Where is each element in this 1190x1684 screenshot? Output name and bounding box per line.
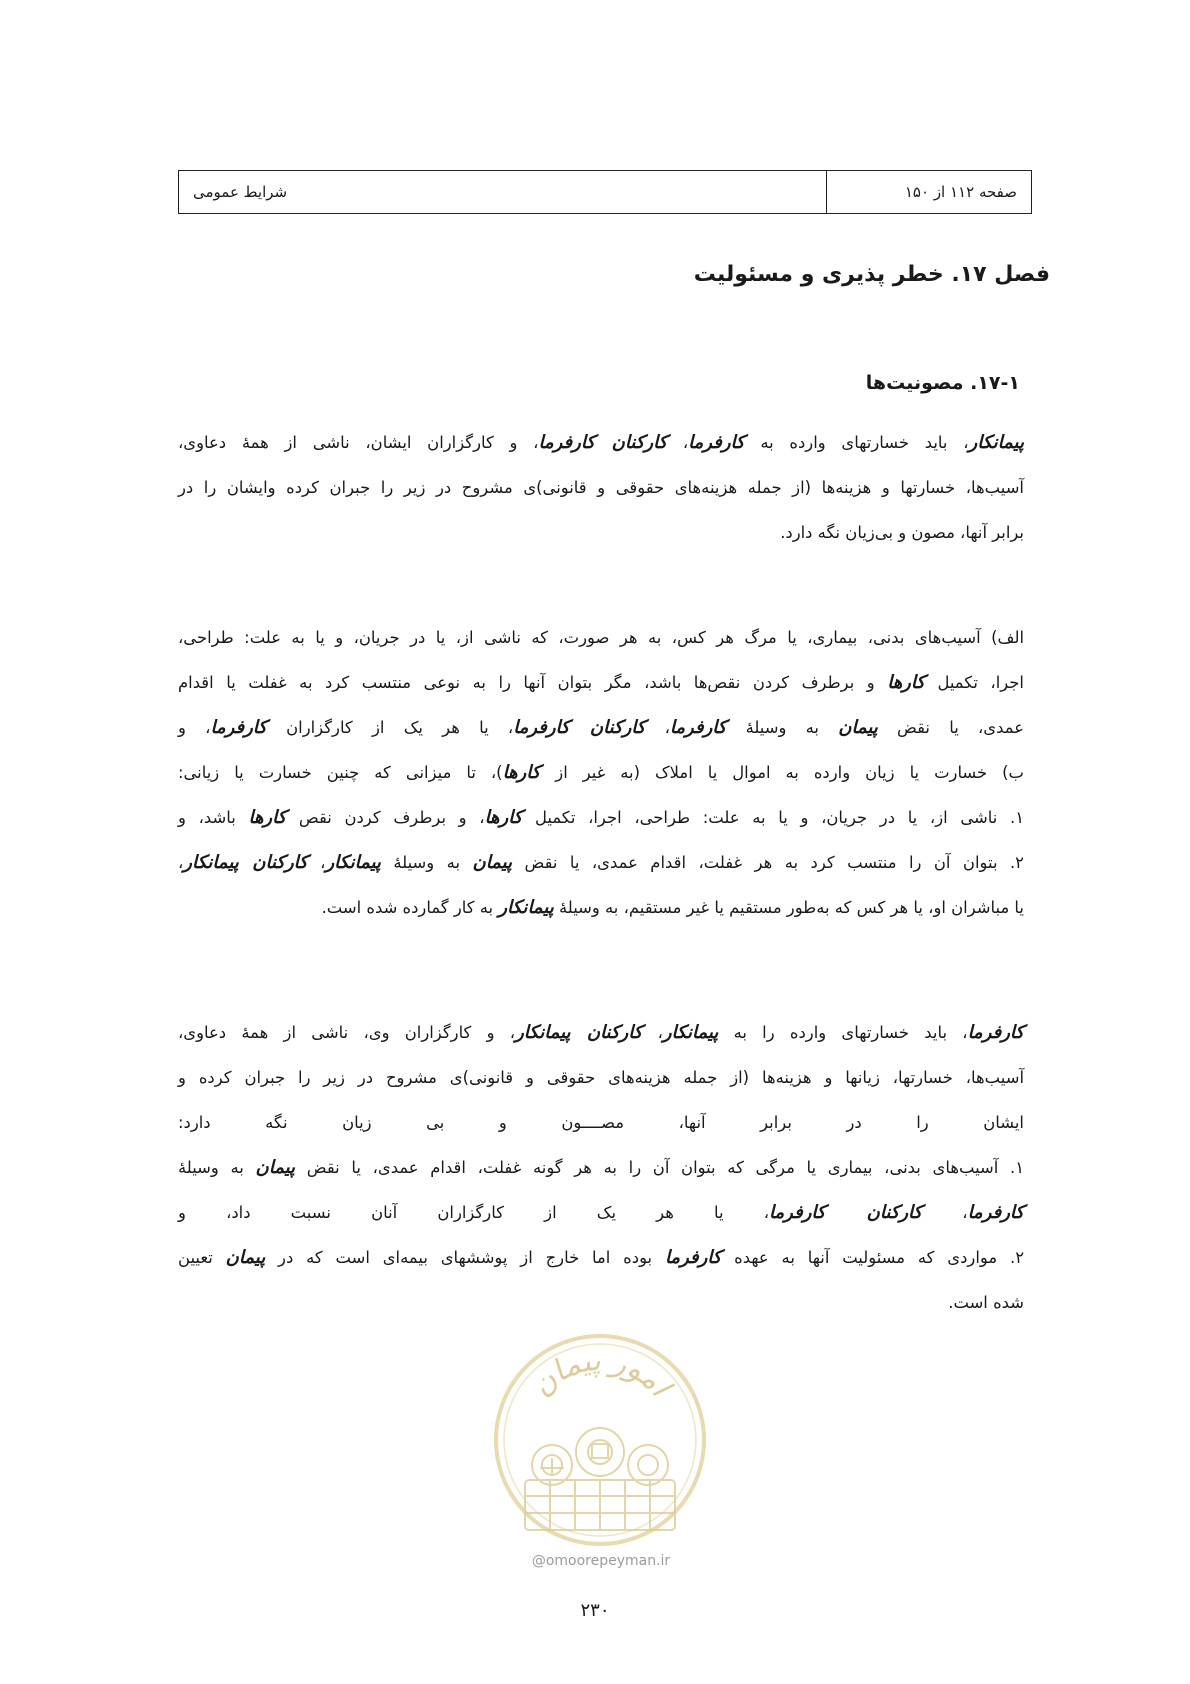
text-run: ۱. ناشی از، یا در جریان، و یا به علت: طراحی، اجرا، تکمیل — [522, 808, 1024, 827]
text-line — [178, 795, 1024, 840]
defined-term: پیمانکار — [325, 852, 381, 873]
text-line — [178, 750, 1024, 795]
page-number: ۲۳۰ — [580, 1600, 610, 1621]
defined-term: کارفرما — [688, 432, 745, 453]
text-run: ، — [667, 433, 689, 452]
text-run: به وسیلهٔ — [380, 853, 473, 872]
defined-term: پیمانکار — [662, 1022, 719, 1043]
defined-term: کارها — [484, 807, 523, 828]
text-run: ایشان را در برابر آنها، مصــــون و بی زیان نگه دارد: — [178, 1113, 1024, 1132]
text-run: و برطرف کردن نقص‌ها باشد، مگر بتوان آنها را به نوعی منتسب کرد به غفلت یا اقدام — [178, 673, 888, 692]
text-line — [178, 465, 1024, 510]
defined-term: کارفرما — [664, 1247, 722, 1268]
defined-term: پیمانکار — [968, 432, 1024, 453]
text-run: ، — [645, 718, 670, 737]
text-line — [178, 420, 1024, 465]
defined-term: کارها — [248, 807, 287, 828]
text-line — [178, 510, 1024, 555]
text-line — [178, 660, 1024, 705]
text-line — [178, 1280, 1024, 1325]
text-run: )، تا میزانی که چنین خسارت یا زیانی: — [178, 763, 503, 782]
text-run: ، و کارگزاران وی، ناشی از همهٔ دعاوی، — [178, 1023, 516, 1042]
text-run: ، و برطرف کردن نقص — [286, 808, 485, 827]
defined-term: کارکنان کارفرما — [538, 432, 668, 453]
text-run: ، و — [178, 718, 211, 737]
text-line — [178, 705, 1024, 750]
text-run: ، باید خسارتهای وارده به — [744, 433, 969, 452]
text-run: ، و کارگزاران ایشان، ناشی از همهٔ دعاوی، — [178, 433, 539, 452]
text-line — [178, 1055, 1024, 1100]
defined-term: کارفرما — [669, 717, 727, 738]
text-run: ، یا هر یک از کارگزاران — [266, 718, 514, 737]
text-run: باشد، و — [178, 808, 249, 827]
defined-term: کارکنان پیمانکار — [515, 1022, 643, 1043]
text-line — [178, 840, 1024, 885]
text-run: برابر آنها، مصون و بی‌زیان نگه دارد. — [780, 523, 1024, 542]
text-run: عمدی، یا نقض — [877, 718, 1024, 737]
text-line — [178, 1100, 1024, 1145]
text-run: الف) آسیب‌های بدنی، بیماری، یا مرگ هر کس، به هر صورت، که ناشی از، یا در جریان، و یا به علت: طراحی، — [178, 628, 1024, 647]
text-line — [178, 1145, 1024, 1190]
text-line — [178, 1235, 1024, 1280]
section-title: ۱۷-۱. مصونیت‌ها — [865, 372, 1020, 394]
text-run: ، — [642, 1023, 663, 1042]
paragraph-employer-indemnity — [178, 1010, 1024, 1325]
defined-term: پیمان — [255, 1157, 296, 1178]
paragraph-contractor-indemnity — [178, 420, 1024, 555]
text-run: تعیین — [178, 1248, 226, 1267]
defined-term: پیمان — [472, 852, 513, 873]
page-count-label: صفحه ۱۱۲ از ۱۵۰ — [826, 171, 1031, 213]
defined-term: کارکنان پیمانکار — [183, 852, 308, 873]
text-run: به وسیلهٔ — [726, 718, 839, 737]
defined-term: پیمانکار — [498, 897, 554, 918]
paragraph-indemnity-items — [178, 615, 1024, 930]
text-run: به وسیلهٔ — [178, 1158, 256, 1177]
text-line — [178, 1010, 1024, 1055]
defined-term: کارفرما — [967, 1022, 1024, 1043]
defined-term: کارها — [502, 762, 541, 783]
document-title: شرایط عمومی — [193, 183, 288, 201]
text-run: بوده اما خارج از پوششهای بیمه‌ای است که در — [265, 1248, 665, 1267]
text-run: ، — [178, 853, 184, 872]
text-run: یا مباشران او، یا هر کس که به‌طور مستقیم یا غیر مستقیم، به وسیلهٔ — [553, 898, 1024, 917]
text-run: ، یا هر یک از کارگزاران آنان نسبت داد، و — [178, 1203, 770, 1222]
text-run: ۲. بتوان آن را منتسب کرد به هر غفلت، اقدام عمدی، یا نقض — [512, 853, 1024, 872]
defined-term: کارفرما — [967, 1202, 1024, 1223]
text-line — [178, 615, 1024, 660]
defined-term: کارکنان کارفرما — [513, 717, 646, 738]
defined-term: کارکنان کارفرما — [769, 1202, 923, 1223]
text-run: ۱. آسیب‌های بدنی، بیماری یا مرگی که بتوان آن را به هر گونه غفلت، اقدام عمدی، یا نقض — [295, 1158, 1024, 1177]
defined-term: پیمان — [838, 717, 878, 738]
text-run: ب) خسارت یا زیان وارده به اموال یا املاک (به غیر از — [540, 763, 1024, 782]
text-line — [178, 885, 1024, 930]
text-run: ، — [307, 853, 326, 872]
text-run: شده است. — [948, 1293, 1024, 1312]
defined-term: کارفرما — [210, 717, 267, 738]
chapter-title: فصل ۱۷. خطر پذیری و مسئولیت — [693, 262, 1050, 287]
watermark-caption: @omoorepeyman.ir — [531, 1553, 671, 1569]
page-header-box — [178, 170, 1032, 214]
text-run: به کار گمارده شده است. — [321, 898, 499, 917]
defined-term: کارها — [887, 672, 925, 693]
seal-arc-text: امور پیمان — [524, 1342, 677, 1404]
text-run: ، باید خسارتهای وارده را به — [718, 1023, 968, 1042]
text-run: ، — [922, 1203, 968, 1222]
text-run: اجرا، تکمیل — [924, 673, 1024, 692]
text-run: آسیب‌ها، خسارتها و هزینه‌ها (از جمله هزینه‌های حقوقی و قانونی)ی مشروح در زیر را جبران کرده وایشان را در — [178, 478, 1024, 497]
text-run: آسیب‌ها، خسارتها، زیانها و هزینه‌ها (از جمله هزینه‌های حقوقی و قانونی)ی مشروح در زیر را جبران کرده و — [178, 1068, 1024, 1087]
text-run: ۲. مواردی که مسئولیت آنها به عهده — [721, 1248, 1024, 1267]
watermark-seal-logo — [490, 1330, 710, 1550]
text-line — [178, 1190, 1024, 1235]
defined-term: پیمان — [225, 1247, 266, 1268]
